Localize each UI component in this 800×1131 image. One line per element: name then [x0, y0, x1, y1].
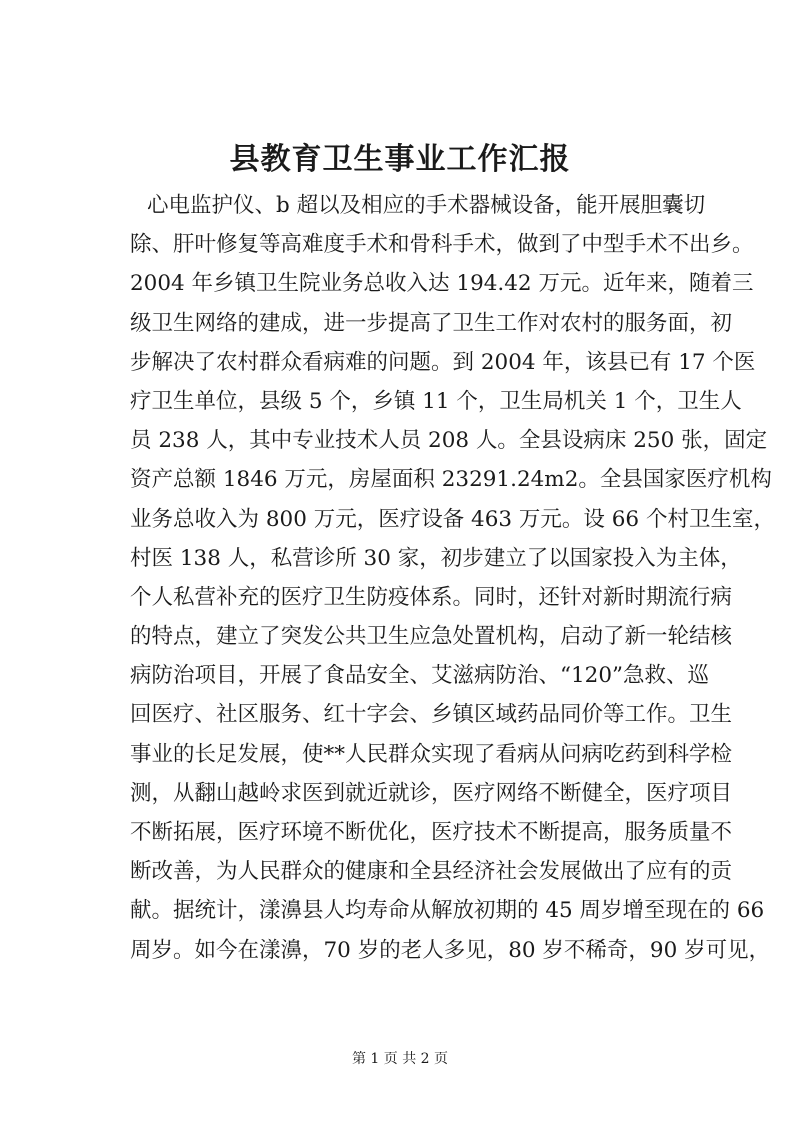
body-line: 测，从翻山越岭求医到就近就诊，医疗网络不断健全，医疗项目: [130, 780, 733, 806]
body-line: 资产总额 1846 万元，房屋面积 23291.24m2。全县国家医疗机构: [130, 467, 772, 493]
body-line: 除、肝叶修复等高难度手术和骨科手术，做到了中型手术不出乡。: [130, 232, 754, 258]
document-body: [130, 186, 775, 970]
body-line: 村医 138 人，私营诊所 30 家，初步建立了以国家投入为主体，: [130, 545, 742, 571]
body-line: 不断拓展，医疗环境不断优化，医疗技术不断提高，服务质量不: [130, 820, 733, 845]
body-line: 业务总收入为 800 万元，医疗设备 463 万元。设 66 个村卫生室，: [130, 506, 775, 532]
body-line: 断改善，为人民群众的健康和全县经济社会发展做出了应有的贡: [130, 859, 733, 885]
body-line: 2004 年乡镇卫生院业务总收入达 194.42 万元。近年来，随着三: [130, 271, 754, 297]
body-line: 心电监护仪、b 超以及相应的手术器械设备，能开展胆囊切: [147, 193, 706, 218]
body-line: 献。据统计，漾濞县人均寿命从解放初期的 45 周岁增至现在的 66: [130, 898, 765, 924]
body-line: 事业的长足发展，使**人民群众实现了看病从问病吃药到科学检: [130, 741, 733, 767]
body-line: 个人私营补充的医疗卫生防疫体系。同时，还针对新时期流行病: [130, 584, 733, 610]
document-title: 县教育卫生事业工作汇报: [229, 142, 571, 177]
body-line: 周岁。如今在漾濞，70 岁的老人多见，80 岁不稀奇，90 岁可见，: [130, 937, 771, 963]
body-line: 员 238 人，其中专业技术人员 208 人。全县设病床 250 张，固定: [130, 428, 768, 454]
body-line: 步解决了农村群众看病难的问题。到 2004 年，该县已有 17 个医: [130, 349, 756, 375]
page-number-footer: 第 1 页 共 2 页: [351, 1051, 449, 1067]
body-line: 的特点，建立了突发公共卫生应急处置机构，启动了新一轮结核: [130, 624, 733, 650]
body-line: 回医疗、社区服务、红十字会、乡镇区域药品同价等工作。卫生: [130, 702, 733, 728]
body-line: 级卫生网络的建成，进一步提高了卫生工作对农村的服务面，初: [130, 310, 733, 336]
body-line: 病防治项目，开展了食品安全、艾滋病防治、“120”急救、巡: [130, 663, 710, 689]
body-line: 疗卫生单位，县级 5 个，乡镇 11 个，卫生局机关 1 个，卫生人: [130, 388, 742, 414]
